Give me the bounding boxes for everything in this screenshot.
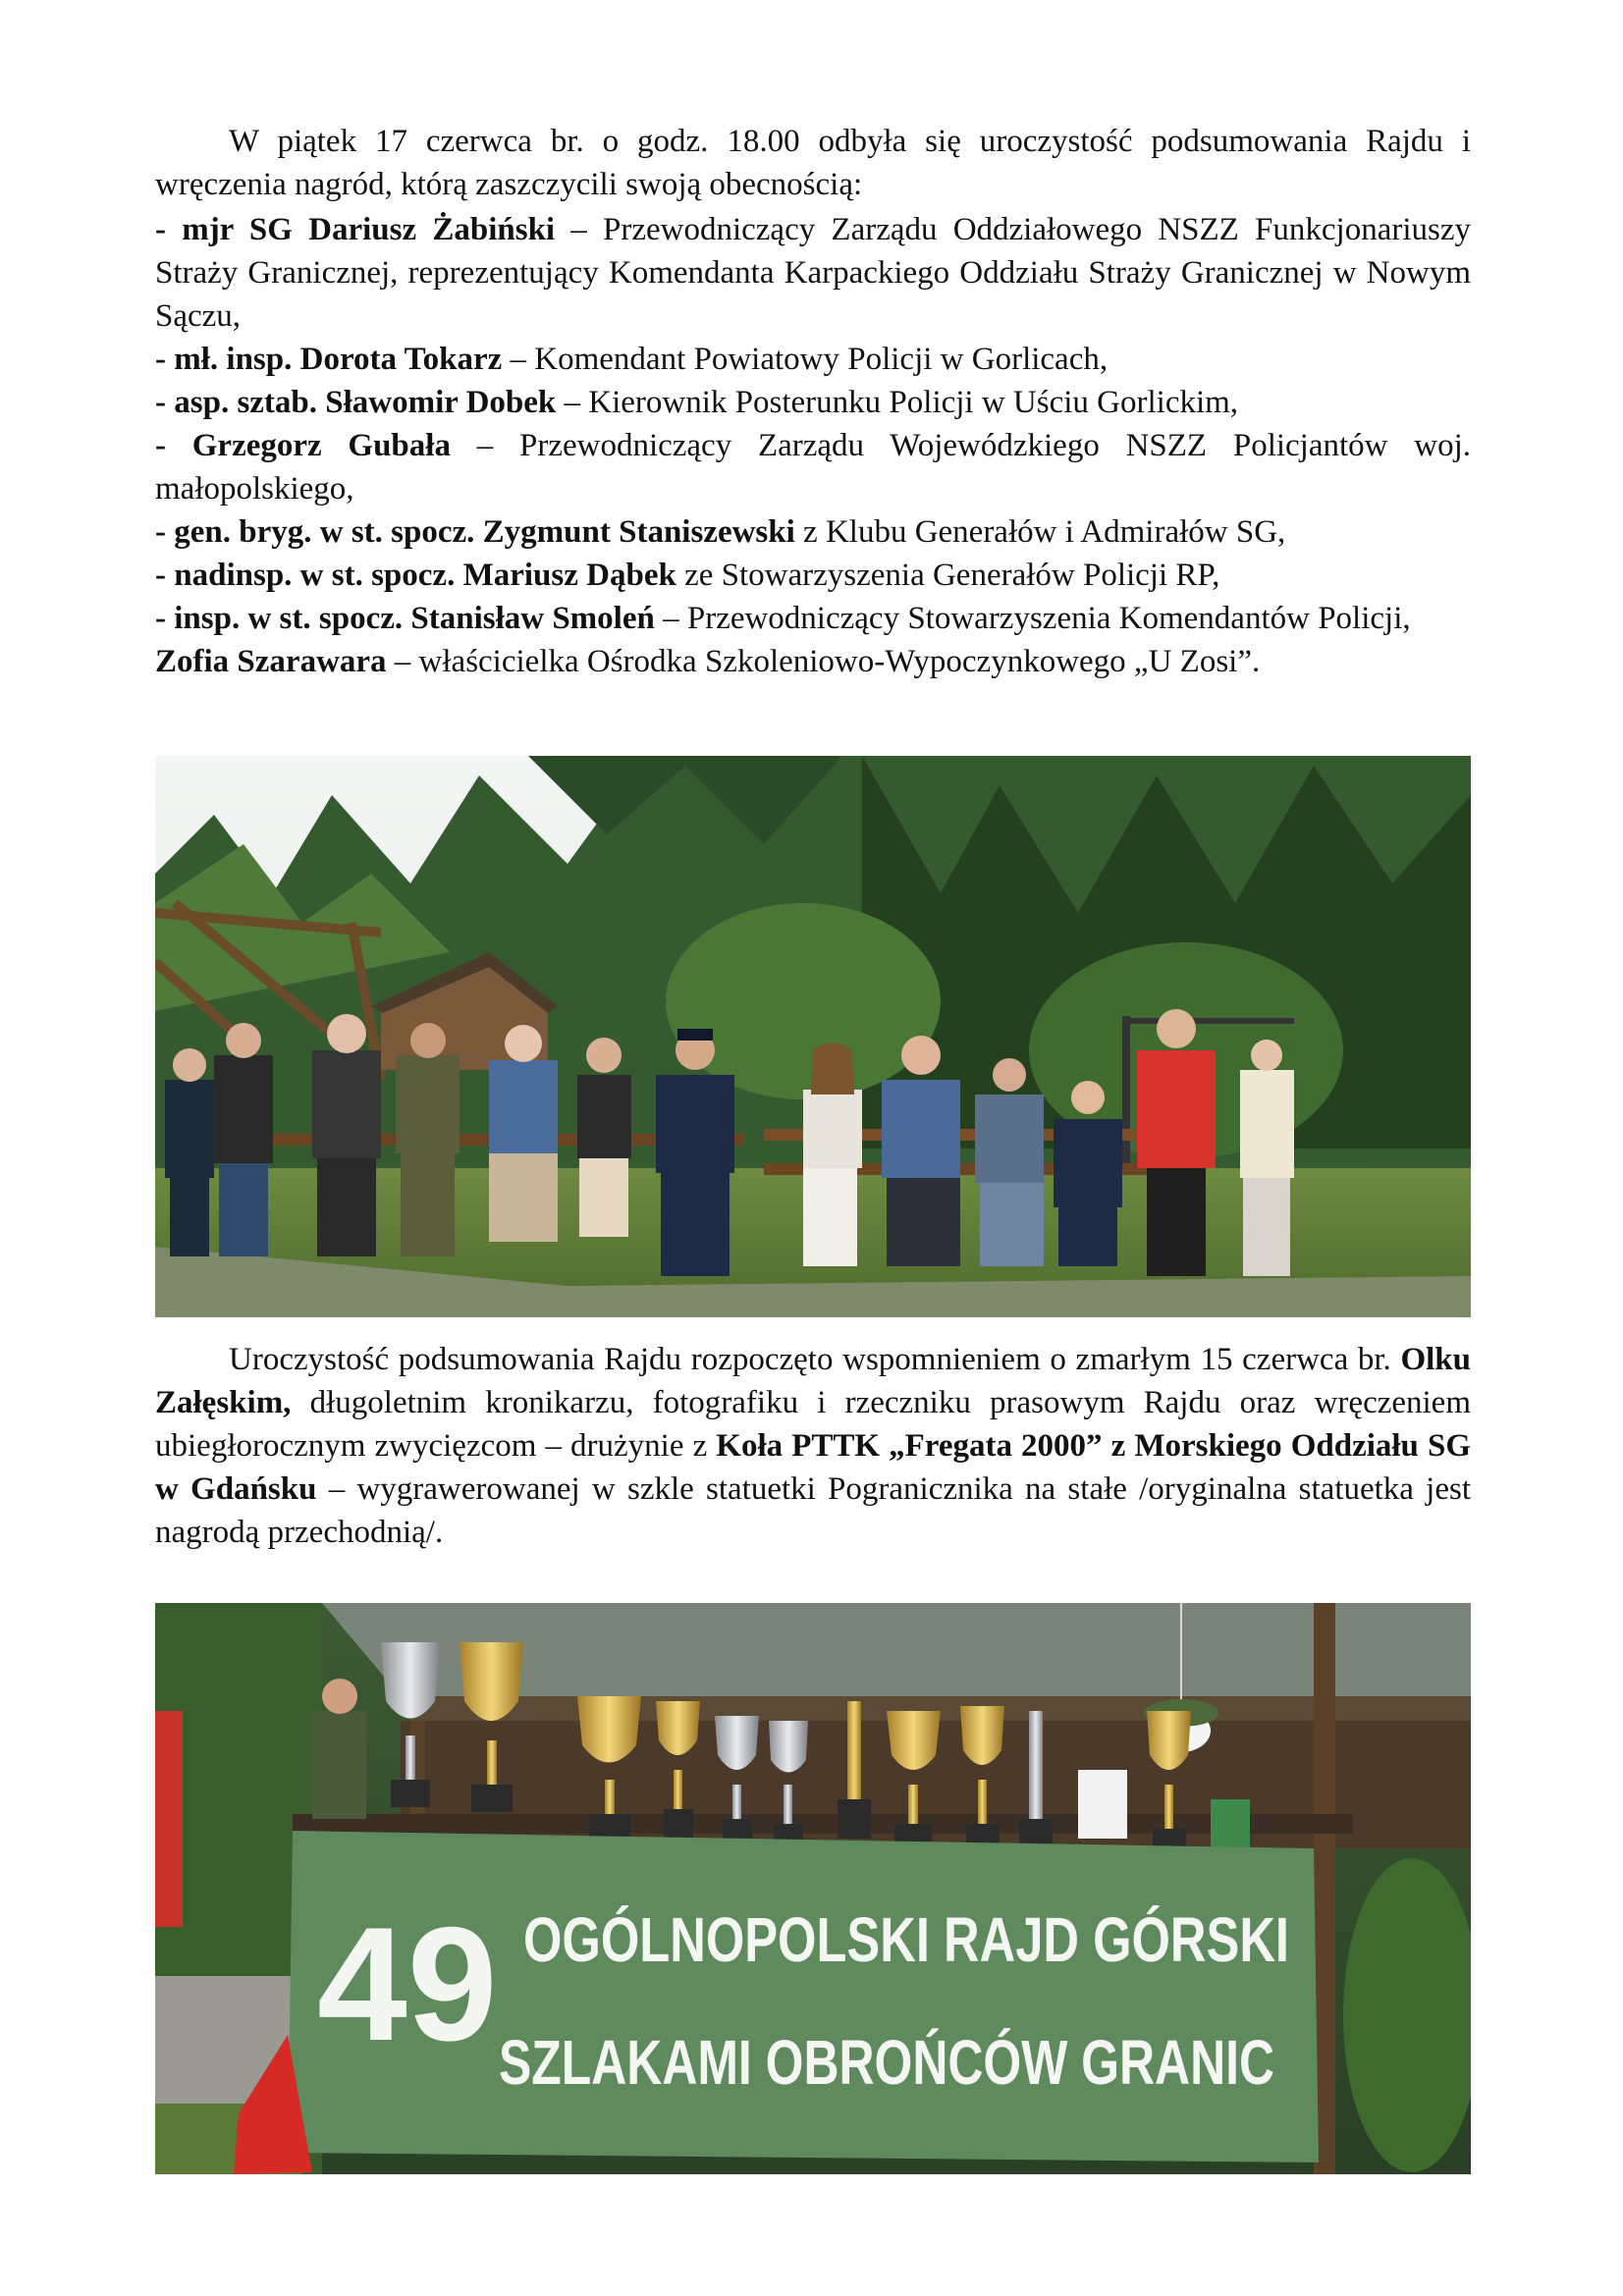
guest-role: – właścicielka Ośrodka Szkoleniowo-Wypoczynkowego „U Zosi”. [386, 644, 1261, 679]
guest-item [155, 554, 1471, 597]
guest-role: – Kierownik Posterunku Policji w Uściu Gorlickim, [556, 385, 1239, 420]
intro-paragraph [155, 120, 1471, 206]
guest-item [155, 510, 1471, 554]
photo-guests-on-benches [155, 756, 1471, 1317]
guest-role: – Przewodniczący Stowarzyszenia Komendantów Policji, [654, 601, 1411, 636]
guest-bullet: - [155, 558, 175, 593]
guest-role: – Przewodniczący Zarządu Oddziałowego NSZZ Funkcjonariuszy Straży Granicznej, reprezentujący Komendanta Karpackiego Oddziału Straży Granicznej w Nowym Sączu, [155, 212, 1471, 334]
memorial-text-1: Uroczystość podsumowania Rajdu rozpoczęto wspomnieniem o zmarłym 15 czerwca br. [229, 1342, 1401, 1377]
guest-bullet: - [155, 514, 175, 550]
memorial-name-bold: Olku Załęskim, [155, 1342, 1471, 1420]
guest-name: asp. sztab. Sławomir Dobek [174, 385, 557, 420]
memorial-paragraph [155, 1338, 1471, 1554]
memorial-text-3: – wygrawerowanej w szkle statuetki Pogranicznika na stałe /oryginalna statuetka jest nagrodą przechodnią/. [155, 1471, 1472, 1550]
guest-name: Zofia Szarawara [155, 644, 387, 679]
guest-name: Grzegorz Gubała [191, 428, 451, 463]
guest-name: insp. w st. spocz. Stanisław Smoleń [174, 601, 655, 636]
banner-number: 49 [317, 1894, 498, 2074]
guest-role: ze Stowarzyszenia Generałów Policji RP, [676, 558, 1220, 593]
guest-item [155, 597, 1471, 640]
guest-bullet: - [155, 385, 175, 420]
guest-role: – Komendant Powiatowy Policji w Gorlicach, [502, 342, 1109, 377]
photo-trophies-banner [155, 1603, 1471, 2174]
guest-list [155, 208, 1471, 683]
memorial-text-2: długoletnim kronikarzu, fotografiku i rzeczniku prasowym Rajdu oraz wręczeniem ubiegłorocznym zwycięzcom – drużynie z [155, 1385, 1471, 1464]
guest-item [155, 640, 1471, 683]
guest-name: nadinsp. w st. spocz. Mariusz Dąbek [174, 558, 676, 593]
guest-role: – Przewodniczący Zarządu Wojewódzkiego NSZZ Policjantów woj. małopolskiego, [155, 428, 1471, 507]
guest-item [155, 338, 1471, 381]
guest-bullet: - [155, 428, 192, 463]
winner-team-bold: Koła PTTK „Fregata 2000” z Morskiego Oddziału SG w Gdańsku [155, 1428, 1472, 1507]
guest-name: mł. insp. Dorota Tokarz [174, 342, 503, 377]
guest-item [155, 424, 1471, 510]
guest-role: z Klubu Generałów i Admirałów SG, [794, 514, 1286, 550]
guest-name: mjr SG Dariusz Żabiński [182, 212, 556, 247]
banner-line-2: SZLAKAMI OBROŃCÓW GRANIC [499, 2027, 1274, 2098]
guest-item [155, 381, 1471, 424]
guest-bullet: - [155, 342, 175, 377]
guest-name: gen. bryg. w st. spocz. Zygmunt Staniszewski [174, 514, 795, 550]
guest-bullet: - [155, 212, 183, 247]
intro-text: W piątek 17 czerwca br. o godz. 18.00 odbyła się uroczystość podsumowania Rajdu i wręczenia nagród, którą zaszczycili swoją obecnością: [155, 124, 1471, 202]
guest-bullet: - [155, 601, 175, 636]
banner-line-1: OGÓLNOPOLSKI RAJD GÓRSKI [523, 1904, 1289, 1975]
guest-item [155, 208, 1471, 338]
